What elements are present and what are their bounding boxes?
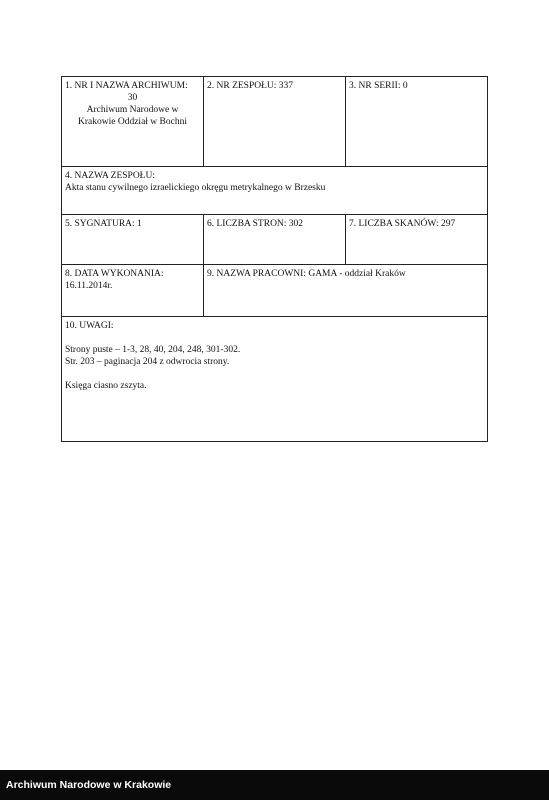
date-value: 16.11.2014r. [65,281,113,291]
notes-line3: Księga ciasno zszyta. [65,381,147,391]
studio-cell [204,265,487,316]
date-label: 8. DATA WYKONANIA: [65,269,164,279]
footer-text: Archiwum Narodowe w Krakowie [6,779,172,791]
archive-name-line1: Archiwum Narodowe w [86,105,179,115]
form-row-2 [62,167,487,215]
metadata-form [61,76,488,442]
page-count: 6. LICZBA STRON: 302 [207,219,304,229]
footer-bar [0,770,549,800]
notes-line2: Str. 203 – paginacja 204 z odwrocia strony. [65,357,230,367]
notes-line1: Strony puste – 1-3, 28, 40, 204, 248, 301-302. [65,345,241,355]
fonds-name-label: 4. NAZWA ZESPOŁU: [65,171,155,181]
archive-label: 1. NR I NAZWA ARCHIWUM: [65,81,188,91]
archive-number: 30 [127,93,138,103]
scan-count-cell [346,215,487,264]
notes-label: 10. UWAGI: [65,321,114,331]
page-count-cell [204,215,346,264]
form-row-5 [62,317,487,441]
form-row-3 [62,215,487,265]
fonds-number-cell [204,77,346,166]
archive-cell [62,77,204,166]
fonds-number: 2. NR ZESPOŁU: 337 [207,81,294,91]
series-number: 3. NR SERII: 0 [349,81,408,91]
notes-cell [62,317,487,441]
signature: 5. SYGNATURA: 1 [65,219,142,229]
signature-cell [62,215,204,264]
fonds-name-value: Akta stanu cywilnego izraelickiego okręgu metrykalnego w Brzesku [65,183,326,193]
form-row-4 [62,265,487,317]
scan-count: 7. LICZBA SKANÓW: 297 [349,219,456,229]
form-row-1 [62,77,487,167]
fonds-name-cell [62,167,487,214]
studio: 9. NAZWA PRACOWNI: GAMA - oddział Kraków [207,269,406,279]
archive-name-line2: Krakowie Oddział w Bochni [78,117,187,127]
date-cell [62,265,204,316]
series-number-cell [346,77,487,166]
